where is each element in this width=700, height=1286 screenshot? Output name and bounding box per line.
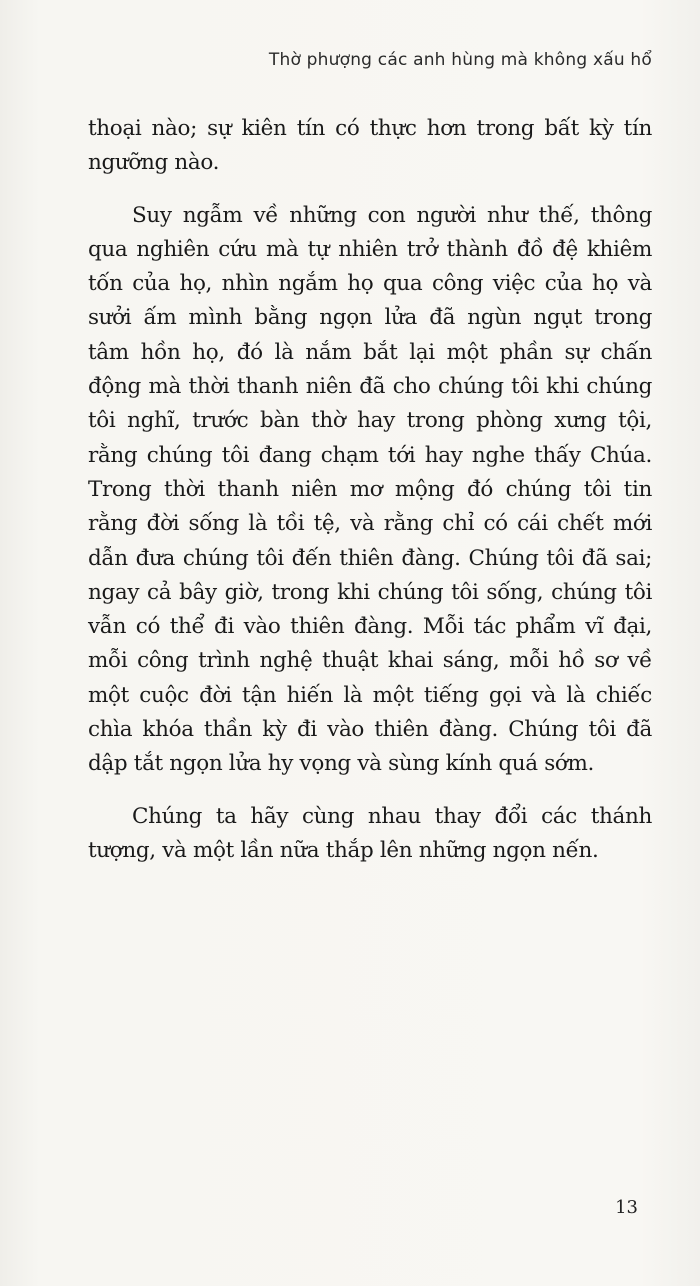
text-line: rằng chúng tôi đang chạm tới hay nghe thấy Chúa. [88, 442, 652, 468]
text-line: thoại nào; sự kiên tín có thực hơn trong bất kỳ tín [88, 116, 652, 141]
text-line: mỗi công trình nghệ thuật khai sáng, mỗi hồ sơ về [88, 648, 652, 674]
page-number: 13 [615, 1197, 638, 1218]
text-line: một cuộc đời tận hiến là một tiếng gọi và là chiếc [88, 682, 652, 708]
text-line: tốn của họ, nhìn ngắm họ qua công việc của họ và [88, 271, 652, 297]
text-line: tượng, và một lần nữa thắp lên những ngọn nến. [88, 837, 599, 863]
paragraph-3 [88, 800, 652, 869]
text-line: dập tắt ngọn lửa hy vọng và sùng kính quá sớm. [88, 751, 594, 777]
text-line: vẫn có thể đi vào thiên đàng. Mỗi tác phẩm vĩ đại, [88, 614, 652, 640]
text-line: động mà thời thanh niên đã cho chúng tôi khi chúng [88, 374, 652, 400]
text-line: Chúng ta hãy cùng nhau thay đổi các thánh [132, 803, 652, 829]
text-line: sưởi ấm mình bằng ngọn lửa đã ngùn ngụt trong [88, 305, 652, 331]
paragraph-1 [88, 112, 652, 181]
text-line: ngưỡng nào. [88, 150, 220, 176]
text-line: ngay cả bây giờ, trong khi chúng tôi sống, chúng tôi [88, 579, 652, 605]
running-header: Thờ phượng các anh hùng mà không xấu hổ [268, 50, 652, 70]
text-line: qua nghiên cứu mà tự nhiên trở thành đồ đệ khiêm [88, 236, 652, 262]
body-text [88, 112, 652, 868]
text-line: rằng đời sống là tồi tệ, và rằng chỉ có cái chết mới [88, 511, 652, 537]
text-line: Trong thời thanh niên mơ mộng đó chúng tôi tin [88, 476, 652, 502]
text-line: chìa khóa thần kỳ đi vào thiên đàng. Chúng tôi đã [88, 717, 652, 743]
text-line: tôi nghĩ, trước bàn thờ hay trong phòng xưng tội, [88, 408, 652, 434]
text-line: Suy ngẫm về những con người như thế, thông [132, 202, 652, 228]
text-line: tâm hồn họ, đó là nắm bắt lại một phần sự chấn [88, 339, 652, 365]
paragraph-2 [88, 199, 652, 782]
text-line: dẫn đưa chúng tôi đến thiên đàng. Chúng tôi đã sai; [88, 545, 652, 571]
